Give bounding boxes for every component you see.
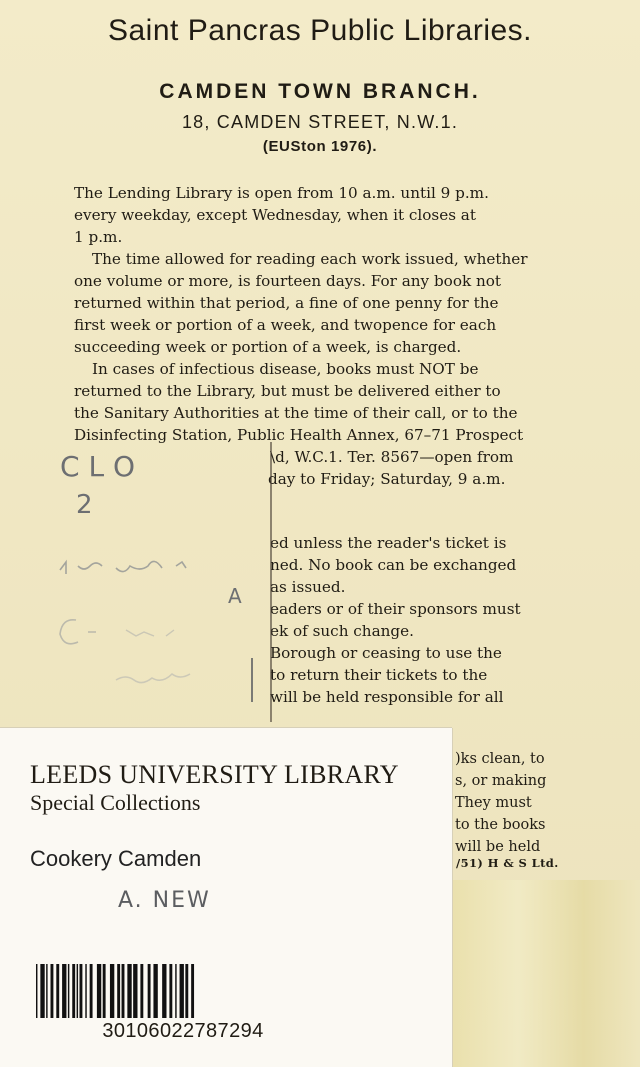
partial-line: ek of such change.: [270, 622, 414, 640]
rule-line: Disinfecting Station, Public Health Annex, 67–71 Prospect: [74, 426, 524, 444]
barcode-bar: [148, 964, 151, 1018]
barcode-bar: [140, 964, 143, 1018]
pencil-scribbles: [56, 540, 266, 720]
barcode-bar: [103, 964, 106, 1018]
partial-text-block: [270, 532, 580, 708]
rule-line: one volume or more, is fourteen days. For any book not: [74, 272, 502, 290]
label-subtitle: Special Collections: [30, 790, 201, 815]
partial-line: will be held: [455, 839, 541, 855]
rule-line: every weekday, except Wednesday, when it closes at: [74, 206, 476, 224]
rule-line: 1 p.m.: [74, 228, 123, 246]
partial-line: s, or making: [455, 773, 547, 789]
rule-line: succeeding week or portion of a week, is charged.: [74, 338, 462, 356]
partial-text-right: [455, 748, 575, 858]
rule-line: The time allowed for reading each work issued, whether: [92, 250, 528, 268]
paper-stain: [452, 880, 640, 1067]
partial-line: to the books: [455, 817, 546, 833]
barcode-bar: [97, 964, 101, 1018]
rule-line: The Lending Library is open from 10 a.m. until 9 p.m.: [74, 184, 489, 202]
barcode-bar: [77, 964, 78, 1018]
library-label: [0, 728, 452, 1067]
printer-imprint: /51) H & S Ltd.: [456, 856, 559, 870]
partial-line: Borough or ceasing to use the: [270, 644, 502, 662]
book-title: Cookery Camden: [30, 846, 202, 871]
pencil-annotation: A: [228, 584, 242, 608]
barcode-bar: [51, 964, 54, 1018]
barcode-bar: [127, 964, 131, 1018]
partial-line: )ks clean, to: [455, 751, 545, 767]
barcode-bar: [80, 964, 83, 1018]
label-title: LEEDS UNIVERSITY LIBRARY: [30, 760, 399, 789]
barcode-bar: [180, 964, 184, 1018]
handwritten-shelfmark: A. NEW: [118, 888, 211, 913]
barcode-bar: [85, 964, 86, 1018]
branch-name: CAMDEN TOWN BRANCH.: [159, 80, 481, 103]
barcode-bar: [62, 964, 66, 1018]
barcode-bar: [117, 964, 120, 1018]
pencil-annotation: C L O: [60, 450, 135, 483]
barcode-bar: [162, 964, 166, 1018]
partial-line: They must: [455, 795, 532, 811]
library-name: Saint Pancras Public Libraries.: [107, 14, 533, 47]
rule-line: returned within that period, a fine of one penny for the: [74, 294, 499, 312]
barcode-bar: [122, 964, 125, 1018]
barcode-bar: [68, 964, 69, 1018]
partial-line: \d, W.C.1. Ter. 8567—open from: [270, 448, 514, 466]
partial-line: day to Friday; Saturday, 9 a.m.: [268, 470, 506, 488]
barcode-bar: [185, 964, 188, 1018]
partial-line: eaders or of their sponsors must: [270, 600, 521, 618]
pencil-annotation: 2: [76, 490, 93, 520]
barcode-bar: [110, 964, 114, 1018]
partial-line: ned. No book can be exchanged: [270, 556, 517, 574]
barcode: [34, 964, 332, 1018]
barcode-number: 30106022787294: [102, 1020, 264, 1042]
barcode-bar: [153, 964, 157, 1018]
barcode-bar: [56, 964, 59, 1018]
branch-phone: (EUSton 1976).: [262, 138, 378, 155]
barcode-bar: [175, 964, 176, 1018]
branch-address: 18, CAMDEN STREET, N.W.1.: [181, 112, 459, 132]
rule-line: returned to the Library, but must be delivered either to: [74, 382, 501, 400]
rule-line: the Sanitary Authorities at the time of their call, or to the: [74, 404, 518, 422]
barcode-bar: [36, 964, 37, 1018]
lending-rules: [74, 182, 576, 446]
barcode-bar: [90, 964, 93, 1018]
barcode-bar: [191, 964, 194, 1018]
barcode-bar: [133, 964, 137, 1018]
barcode-bar: [169, 964, 172, 1018]
rule-line: In cases of infectious disease, books must NOT be: [92, 360, 479, 378]
barcode-bar: [46, 964, 47, 1018]
partial-line: to return their tickets to the: [270, 666, 488, 684]
partial-line: will be held responsible for all: [270, 688, 504, 706]
partial-line: as issued.: [270, 578, 346, 596]
barcode-bar: [40, 964, 44, 1018]
barcode-bar: [72, 964, 75, 1018]
partial-line: ed unless the reader's ticket is: [270, 534, 507, 552]
rule-line: first week or portion of a week, and twopence for each: [74, 316, 497, 334]
torn-edge-line: [268, 442, 274, 722]
